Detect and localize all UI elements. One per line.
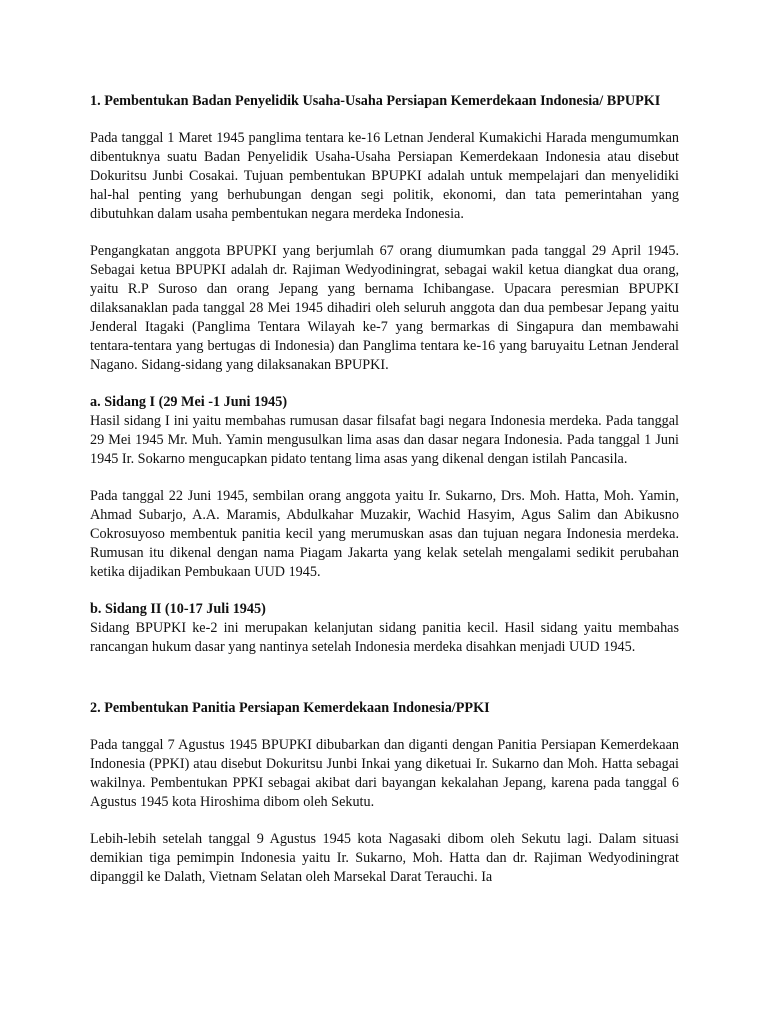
- sidang-2-heading: b. Sidang II (10-17 Juli 1945): [90, 601, 266, 617]
- section-1-paragraph-2: Pengangkatan anggota BPUPKI yang berjumlah 67 orang diumumkan pada tanggal 29 April 1945. Sebagai ketua BPUPKI adalah dr. Rajiman Wedyodiningrat, sebagai wakil ketua diangkat dua orang, yaitu R.P Suroso dan orang Jepang yang bernama Ichibangase. Upacara peresmian BPUPKI dilaksanaklan pada tanggal 28 Mei 1945 dihadiri oleh seluruh anggota dan dua pembesar Jepang yaitu Jenderal Itagaki (Panglima Tentara Wilayah ke-7 yang bermarkas di Singapura dan membawahi tentara-tentara yang bertugas di Indonesia) dan Panglima tentara ke-16 yang baruyaitu Letnan Jenderal Nagano. Sidang-sidang yang dilaksanakan BPUPKI.: [90, 243, 679, 373]
- section-1-heading: 1. Pembentukan Badan Penyelidik Usaha-Usaha Persiapan Kemerdekaan Indonesia/ BPUPKI: [90, 93, 661, 109]
- sidang-1-paragraph: Hasil sidang I ini yaitu membahas rumusan dasar filsafat bagi negara Indonesia merdeka. Pada tanggal 29 Mei 1945 Mr. Muh. Yamin mengusulkan lima asas dan dasar negara Indonesia. Pada tanggal 1 Juni 1945 Ir. Sokarno mengucapkan pidato tentang lima asas yang dikenal dengan istilah Pancasila.: [90, 413, 679, 467]
- section-2-heading: 2. Pembentukan Panitia Persiapan Kemerdekaan Indonesia/PPKI: [90, 700, 490, 716]
- sidang-2-paragraph: Sidang BPUPKI ke-2 ini merupakan kelanjutan sidang panitia kecil. Hasil sidang yaitu membahas rancangan hukum dasar yang nantinya setelah Indonesia merdeka disahkan menjadi UUD 1945.: [90, 620, 679, 655]
- sidang-1-heading: a. Sidang I (29 Mei -1 Juni 1945): [90, 394, 288, 410]
- section-2-paragraph-2: Lebih-lebih setelah tanggal 9 Agustus 1945 kota Nagasaki dibom oleh Sekutu lagi. Dalam situasi demikian tiga pemimpin Indonesia yaitu Ir. Sukarno, Moh. Hatta dan dr. Rajiman Wedyodiningrat dipanggil ke Dalath, Vietnam Selatan oleh Marsekal Darat Terauchi. Ia: [90, 831, 679, 885]
- section-1-paragraph-3: Pada tanggal 22 Juni 1945, sembilan orang anggota yaitu Ir. Sukarno, Drs. Moh. Hatta, Moh. Yamin, Ahmad Subarjo, A.A. Maramis, Abdulkahar Muzakir, Wachid Hasyim, Agus Salim dan Abikusno Cokrosuyoso membentuk panitia kecil yang merumuskan asas dan tujuan negara Indonesia merdeka. Rumusan itu dikenal dengan nama Piagam Jakarta yang kelak setelah mengalami sedikit perubahan ketika dijadikan Pembukaan UUD 1945.: [90, 488, 679, 580]
- document-page: [90, 92, 679, 887]
- section-2-paragraph-1: Pada tanggal 7 Agustus 1945 BPUPKI dibubarkan dan diganti dengan Panitia Persiapan Kemerdekaan Indonesia (PPKI) atau disebut Dokuritsu Junbi Inkai yang diketuai Ir. Sukarno dan Moh. Hatta sebagai wakilnya. Pembentukan PPKI sebagai akibat dari bayangan kekalahan Jepang, karena pada tanggal 6 Agustus 1945 kota Hiroshima dibom oleh Sekutu.: [90, 737, 679, 810]
- section-1-paragraph-1: Pada tanggal 1 Maret 1945 panglima tentara ke-16 Letnan Jenderal Kumakichi Harada mengumumkan dibentuknya suatu Badan Penyelidik Usaha-Usaha Persiapan Kemerdekaan Indonesia atau disebut Dokuritsu Junbi Cosakai. Tujuan pembentukan BPUPKI adalah untuk mempelajari dan menyelidiki hal-hal penting yang berhubungan dengan segi politik, ekonomi, dan tata pemerintahan yang dibutuhkan dalam usaha pembentukan negara merdeka Indonesia.: [90, 130, 679, 222]
